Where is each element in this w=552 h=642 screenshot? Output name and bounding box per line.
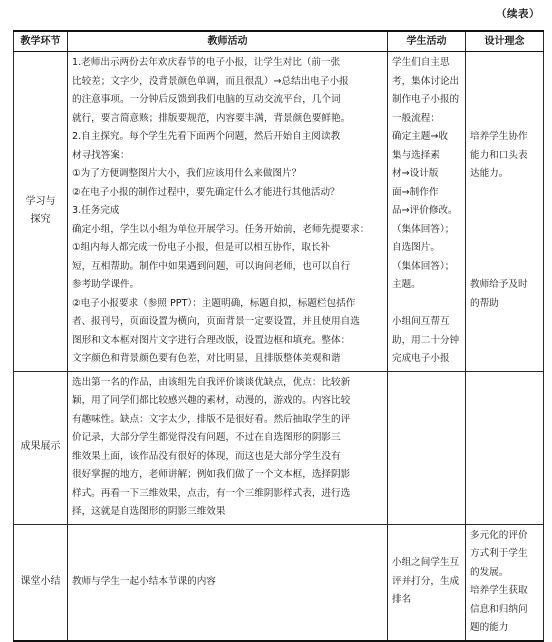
text-line: 自选图片。 xyxy=(392,242,440,253)
text-line: 材寻找答案： xyxy=(72,149,130,161)
text-line: 的发展。 xyxy=(470,566,509,578)
text-line: 小组间互帮互 xyxy=(392,316,450,327)
text-line: 有趣味性。缺点：文字太少，排版不是很好看。然后抽取学生的评 xyxy=(72,413,351,425)
text-line: 材→设计版 xyxy=(392,168,439,179)
text-line: 的帮助 xyxy=(470,297,499,309)
spacer xyxy=(470,73,539,92)
student-activity-cell xyxy=(388,524,466,641)
spacer xyxy=(470,239,539,258)
spacer xyxy=(470,110,539,129)
text-line: 2.自主探究。每个学生先看下面两个问题，然后开始自主阅读教 xyxy=(72,131,341,142)
design-concept-cell xyxy=(466,371,544,524)
header-student: 学生活动 xyxy=(388,31,466,52)
text-line: 学生们自主思 xyxy=(392,57,450,68)
phase-text: 学习与 xyxy=(25,195,56,207)
header-row xyxy=(14,31,544,52)
text-line: 助，用二十分钟 xyxy=(392,334,460,346)
text-line: 价记录，大部分学生都觉得没有问题，不过在自选图形的阴影三 xyxy=(72,432,341,443)
text-line: 一般流程： xyxy=(392,112,440,124)
phase-cell xyxy=(14,524,68,641)
spacer xyxy=(470,91,539,110)
text-line: （集体回答）； xyxy=(392,223,455,235)
text-line: 方式利于学生 xyxy=(470,548,528,559)
text-line: 维效果上面，该作品没有很好的体现，而这也是大部分学生没有 xyxy=(72,450,341,462)
text-line: 选出第一名的作品，由该组先自我评价谈谈优缺点，优点：比较新 xyxy=(72,376,351,388)
header-teacher: 教师活动 xyxy=(68,31,388,52)
text-line: 教师给予及时 xyxy=(470,279,528,290)
text-line: ②电子小报要求（参照 PPT）：主题明确，标题自拟，标题栏包括作 xyxy=(72,297,356,309)
text-line: （集体回答）； xyxy=(392,260,455,272)
text-line: 1.老师出示两份去年欢庆春节的电子小报，让学生对比（前一张 xyxy=(72,57,341,68)
table-row xyxy=(14,371,544,524)
text-line: 完成电子小报 xyxy=(392,353,450,364)
teacher-activity-cell xyxy=(68,524,388,641)
header-design: 设计理念 xyxy=(466,31,544,52)
text-line: 达能力。 xyxy=(470,168,509,179)
text-line: 参考助学课件。 xyxy=(72,279,140,290)
text-line: ①为了方便调整图片大小，我们应该用什么来做图片？ xyxy=(72,168,302,179)
text-line: 考，集体讨论出 xyxy=(392,75,460,87)
text-line: 的注意事项。一分钟后反馈到我们电脑的互动交流平台，几个词 xyxy=(72,94,341,105)
phase-cell xyxy=(14,52,68,372)
text-line: ②在电子小报的制作过程中，要先确定什么才能进行其他活动？ xyxy=(72,186,340,198)
continued-label: （续表） xyxy=(496,8,540,20)
table-row xyxy=(14,524,544,641)
text-line: 3.任务完成 xyxy=(72,205,120,216)
text-line: 品→评价修改。 xyxy=(392,205,458,216)
text-line: 制作电子小报的 xyxy=(392,94,460,105)
text-line: 颖，用了同学们都比较感兴趣的素材，动漫的，游戏的。内容比较 xyxy=(72,395,351,406)
text-line: 短，互相帮助。制作中如果遇到问题，可以询问老师，也可以自行 xyxy=(72,260,351,272)
text-line: 择，这就是自选图形的阴影三维效果 xyxy=(72,506,226,517)
lesson-plan-table xyxy=(13,30,544,642)
teacher-activity-cell xyxy=(68,52,388,372)
text-line: 培养学生获取 xyxy=(470,585,528,596)
student-activity-cell xyxy=(388,371,466,524)
text-line: 小组之间学生互 xyxy=(392,557,460,569)
spacer xyxy=(392,295,461,314)
text-line: 能力和口头表 xyxy=(470,149,528,161)
spacer xyxy=(470,54,539,73)
text-line: 样式。再看一下三维效果，点击，有一个三维阴影样式表，进行选 xyxy=(72,487,351,499)
student-activity-cell xyxy=(388,52,466,372)
text-line: 面→制作作 xyxy=(392,186,439,198)
text-line: 培养学生协作 xyxy=(470,131,528,142)
text-line: 文字颜色和背景颜色要有色差，对比明显，且排版整体美观和谐 xyxy=(72,353,341,364)
text-line: 教师与学生一起小结本节课的内容 xyxy=(72,575,216,587)
text-line: 排名 xyxy=(392,594,412,606)
text-line: 题的能力 xyxy=(470,622,509,633)
text-line: 确定小组，学生以小组为单位开展学习。任务开始前，老师先提要求： xyxy=(72,223,370,235)
text-line: 确定主题→收 xyxy=(392,131,449,142)
design-concept-cell xyxy=(466,52,544,372)
text-line: 很好掌握的地方，老师讲解；例如我们做了一个文本框，选择阴影 xyxy=(72,469,351,480)
design-concept-cell xyxy=(466,524,544,641)
spacer xyxy=(470,221,539,240)
text-line: 图形和文本框对图片文字进行合理改版，设置边框和填充。整体： xyxy=(72,334,351,346)
text-line: 集与选择素 xyxy=(392,149,440,161)
text-line: 评并打分，生成 xyxy=(392,575,460,587)
header-phase: 教学环节 xyxy=(14,31,68,52)
spacer xyxy=(470,258,539,277)
text-line: 者、报刊号，页面设置为横向，页面背景一定要设置，并且使用自选 xyxy=(72,316,360,327)
text-line: 多元化的评价 xyxy=(470,529,528,541)
table-row xyxy=(14,52,544,372)
teacher-activity-cell xyxy=(68,371,388,524)
spacer xyxy=(470,202,539,221)
phase-text: 课堂小结 xyxy=(20,575,61,587)
text-line: 就行，要言简意赅；排版要规范，内容要丰满，背景颜色要鲜艳。 xyxy=(72,112,351,124)
text-line: ①组内每人都完成一份电子小报，但是可以相互协作，取长补 xyxy=(72,242,331,253)
phase-cell xyxy=(14,371,68,524)
phase-text: 探究 xyxy=(30,214,51,226)
text-line: 主题。 xyxy=(392,279,421,290)
text-line: 比较差；文字少，没背景颜色单调，而且很乱）→总结出电子小报 xyxy=(72,75,349,87)
spacer xyxy=(470,184,539,203)
phase-text: 成果展示 xyxy=(20,441,61,453)
text-line: 信息和归纳问 xyxy=(470,603,528,615)
